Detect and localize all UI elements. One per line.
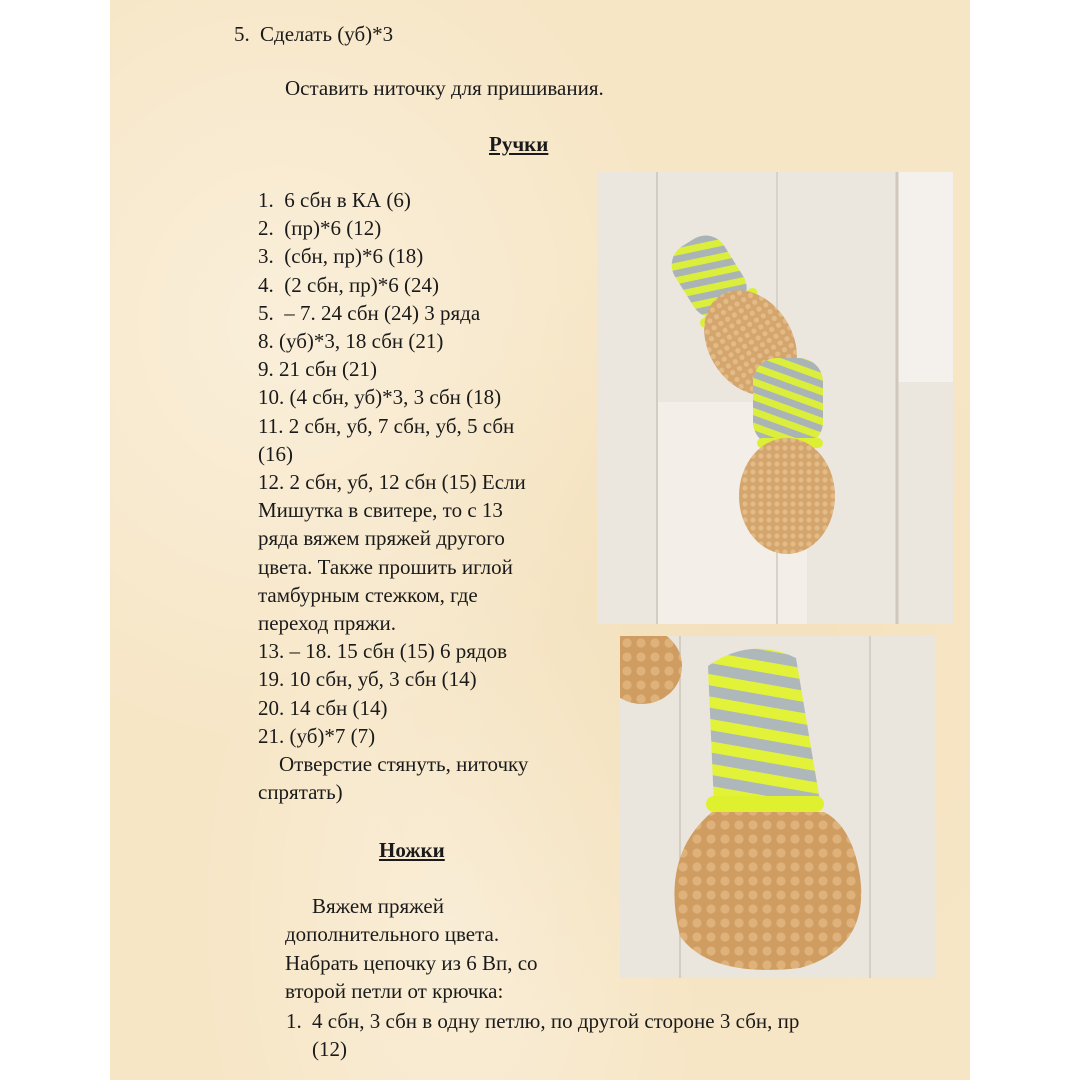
arms-step-line: спрятать)	[258, 780, 343, 805]
arms-step-line: 19. 10 сбн, уб, 3 сбн (14)	[258, 667, 477, 692]
arms-step-line: тамбурным стежком, где	[258, 582, 478, 607]
arms-instructions	[258, 186, 528, 806]
arms-step-line: 13. – 18. 15 сбн (15) 6 рядов	[258, 639, 507, 664]
arms-step-line: 11. 2 сбн, уб, 7 сбн, уб, 5 сбн	[258, 413, 515, 438]
crochet-arm-closeup-illustration	[620, 636, 936, 978]
legs-intro-line-3: Набрать цепочку из 6 Вп, со	[285, 951, 538, 975]
arms-step-line: переход пряжи.	[258, 611, 397, 636]
arms-step-line: Мишутка в свитере, то с 13	[258, 498, 503, 523]
legs-step-1-text-cont: (12)	[312, 1037, 347, 1061]
crochet-arms-illustration	[597, 172, 953, 624]
legs-heading: Ножки	[379, 838, 445, 862]
legs-intro-line-2: дополнительного цвета.	[285, 922, 500, 946]
step-5-text: Сделать (уб)*3	[260, 22, 394, 46]
legs-intro-line-4: второй петли от крючка:	[285, 979, 504, 1003]
arms-step-line: 5. – 7. 24 сбн (24) 3 ряда	[258, 300, 481, 325]
arms-step-line: 9. 21 сбн (21)	[258, 357, 377, 382]
arms-step-line: 8. (уб)*3, 18 сбн (21)	[258, 329, 444, 354]
arms-step-line: (16)	[258, 441, 293, 466]
arms-step-line: 1. 6 сбн в КА (6)	[258, 188, 411, 212]
arms-step-line: 12. 2 сбн, уб, 12 сбн (15) Если	[258, 470, 526, 495]
arms-step-line: 4. (2 сбн, пр)*6 (24)	[258, 272, 439, 297]
arms-step-line: 3. (сбн, пр)*6 (18)	[258, 244, 424, 269]
arms-step-line: цвета. Также прошить иглой	[258, 554, 513, 579]
arms-heading: Ручки	[489, 132, 549, 156]
legs-step-1-number: 1.	[286, 1009, 302, 1033]
leave-thread-note: Оставить ниточку для пришивания.	[285, 76, 604, 100]
photo-arm-closeup	[620, 636, 936, 978]
photo-two-arms	[597, 172, 953, 624]
arms-step-line: 10. (4 сбн, уб)*3, 3 сбн (18)	[258, 385, 502, 410]
arms-step-line: Отверстие стянуть, ниточку	[258, 752, 529, 777]
arms-step-line: 20. 14 сбн (14)	[258, 695, 388, 720]
arms-step-line: ряда вяжем пряжей другого	[258, 526, 505, 551]
arms-step-line: 21. (уб)*7 (7)	[258, 723, 376, 748]
legs-intro-line-1: Вяжем пряжей	[312, 894, 444, 918]
arms-step-line: 2. (пр)*6 (12)	[258, 216, 382, 241]
step-5-number: 5.	[234, 22, 250, 46]
legs-step-1-text: 4 сбн, 3 сбн в одну петлю, по другой стороне 3 сбн, пр	[312, 1009, 800, 1033]
